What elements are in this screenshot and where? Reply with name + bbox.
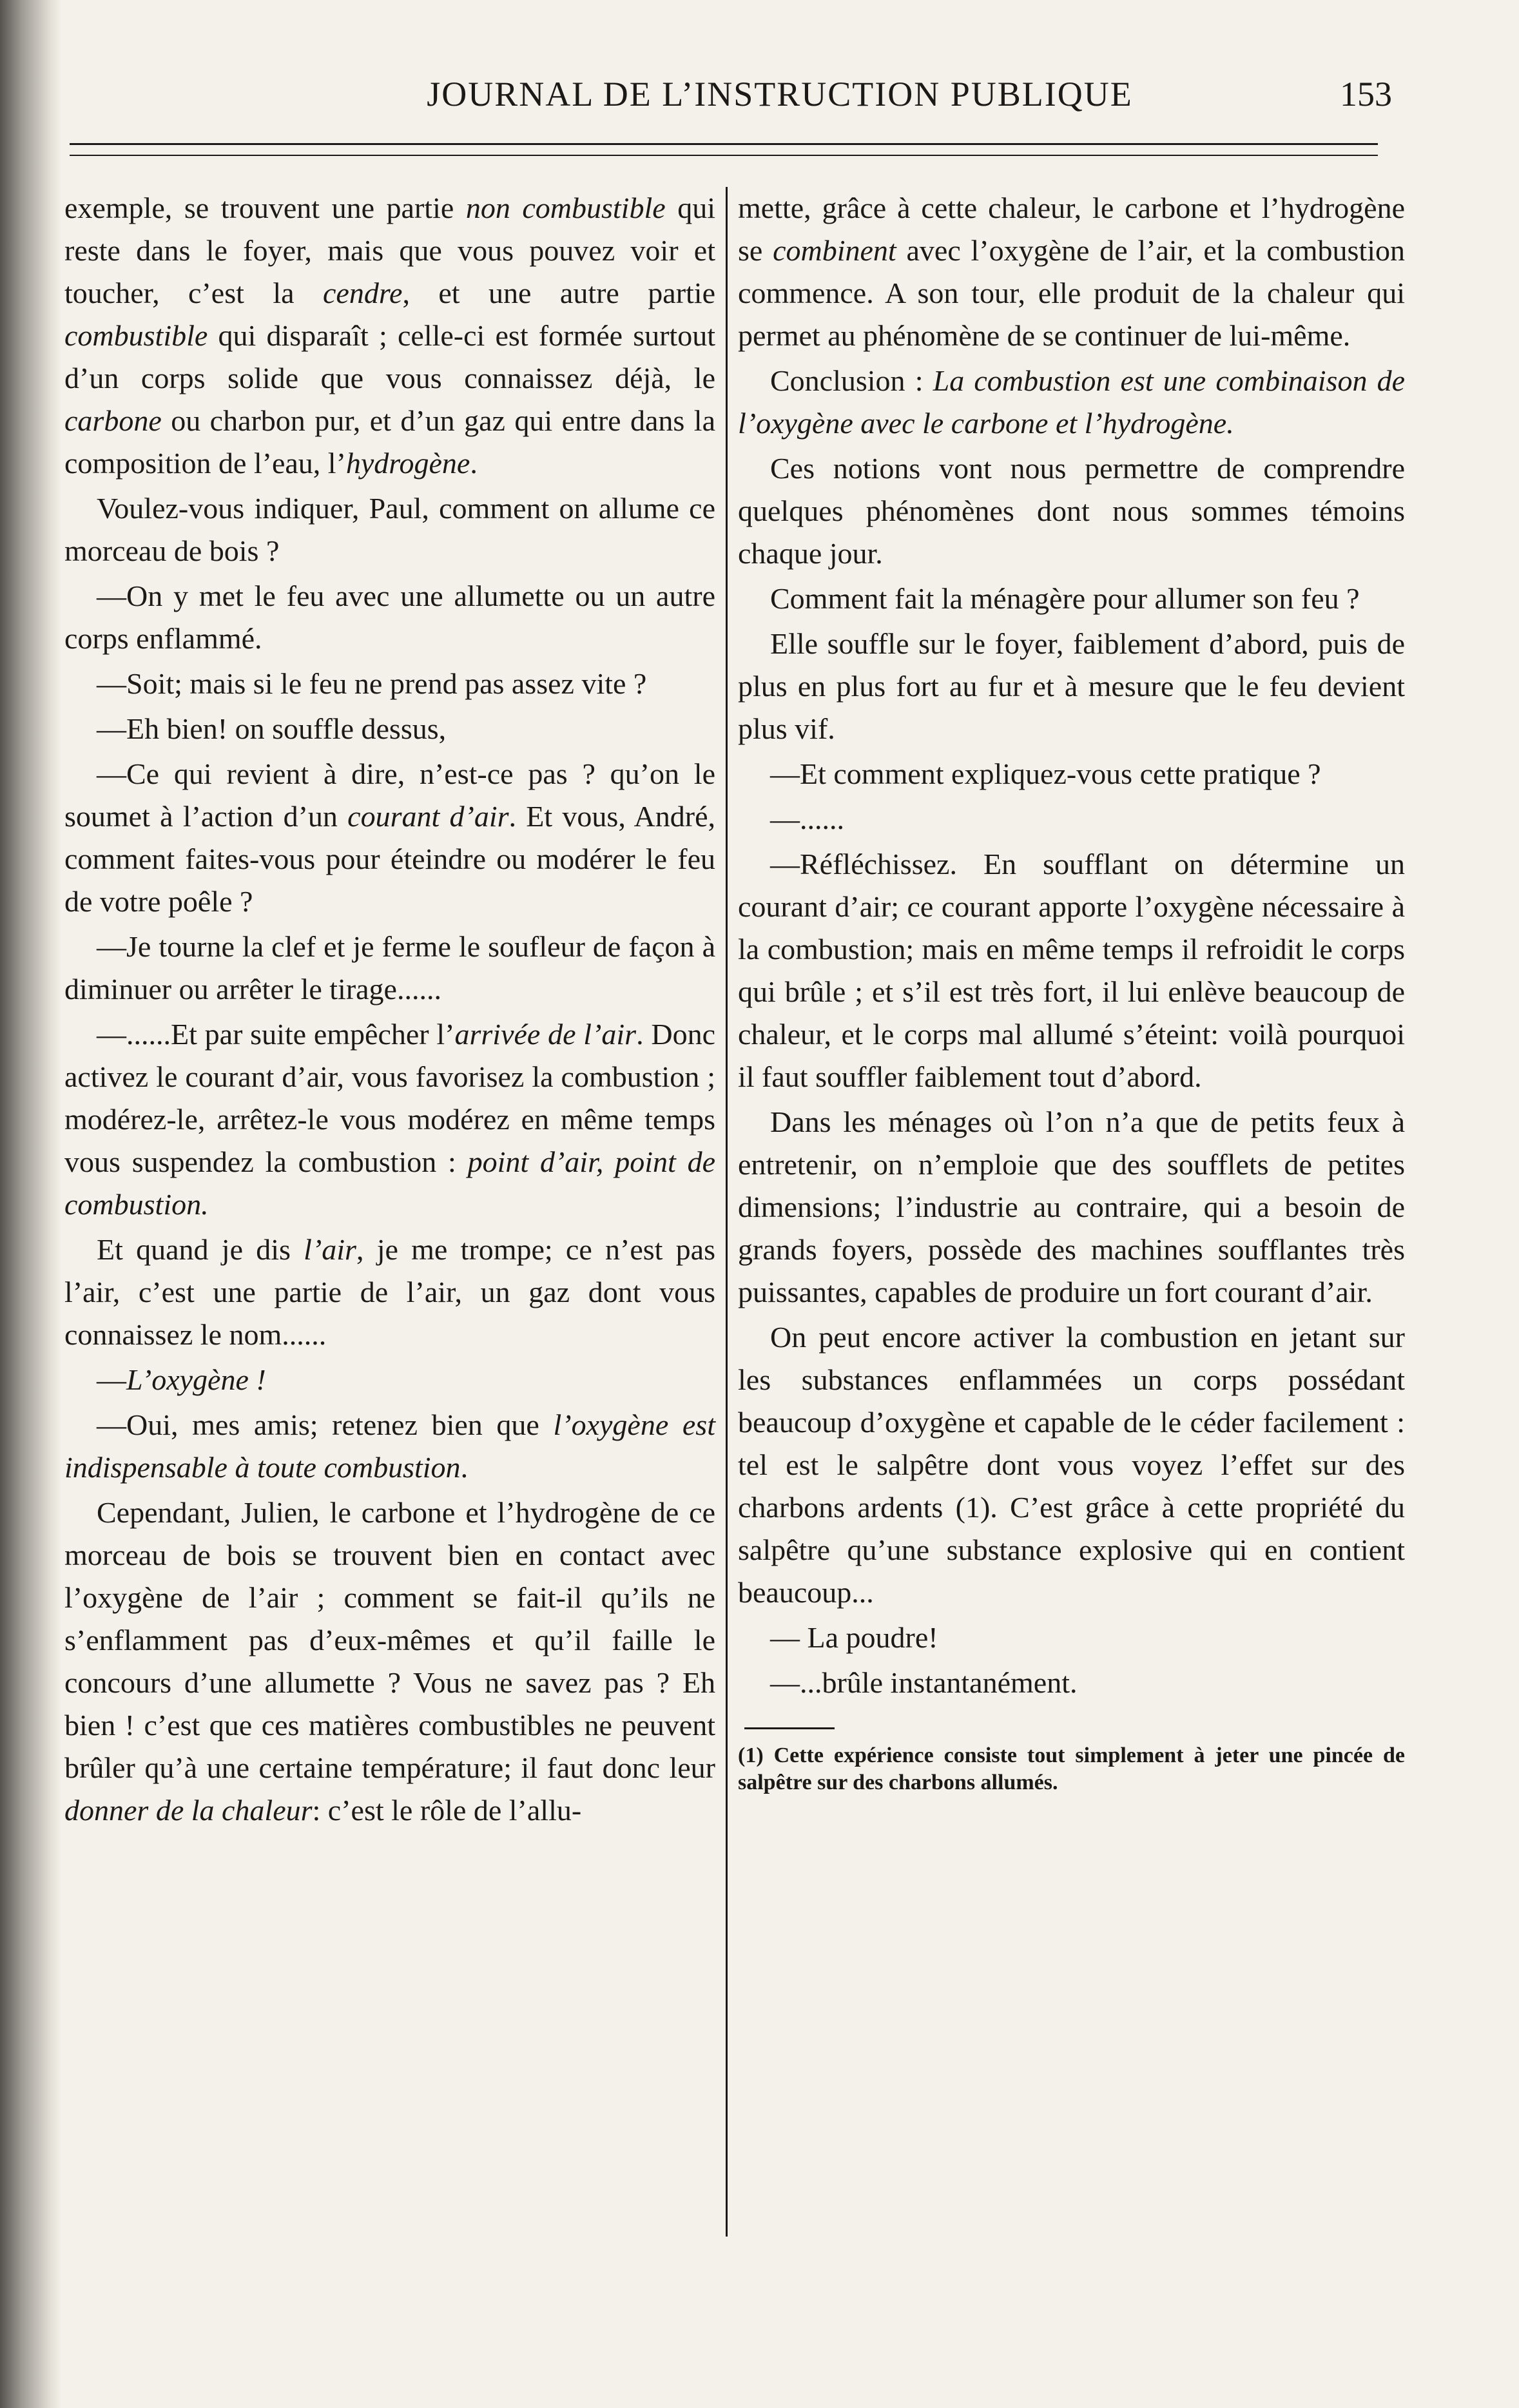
paragraph: —Réfléchissez. En soufflant on détermine un courant d’air; ce courant apporte l’oxygène nécessaire à la combustion; mais en même temps il refroidit le corps qui brûle ; et s’il est très fort, il lui enlève beaucoup de chaleur, et le corps mal allumé s’éteint: voilà pourquoi il faut souffler faiblement tout d’abord.	[738, 848, 1405, 1093]
paragraph: —Ce qui revient à dire, n’est-ce pas ? qu’on le soumet à l’action d’un courant d’air. Et vous, André, comment faites-vous pour éteindre ou modérer le feu de votre poêle ?	[64, 757, 715, 918]
paragraph: —Eh bien! on souffle dessus,	[97, 712, 447, 745]
paragraph: —...brûle instantanément.	[770, 1666, 1078, 1699]
paragraph: —Je tourne la clef et je ferme le soufleur de façon à diminuer ou arrêter le tirage......	[64, 930, 715, 1005]
paragraph: —......	[770, 802, 844, 835]
left-column	[64, 187, 715, 1832]
footnote-rule	[744, 1727, 835, 1729]
paragraph: —......Et par suite empêcher l’arrivée de l’air. Donc activez le courant d’air, vous favorisez la combustion ; modérez-le, arrêtez-le vous modérez en même temps vous suspendez la combustion : point d’air, point de combustion.	[64, 1018, 715, 1221]
paragraph: Voulez-vous indiquer, Paul, comment on allume ce morceau de bois ?	[64, 492, 715, 567]
page-header	[71, 68, 1392, 119]
paragraph: Ces notions vont nous permettre de comprendre quelques phénomènes dont nous sommes témoins chaque jour.	[738, 452, 1405, 570]
paragraph: exemple, se trouvent une partie non combustible qui reste dans le foyer, mais que vous pouvez voir et toucher, c’est la cendre, et une autre partie combustible qui disparaît ; celle-ci est formée surtout d’un corps solide que vous connaissez déjà, le carbone ou charbon pur, et d’un gaz qui entre dans la composition de l’eau, l’hydrogène.	[64, 191, 716, 480]
right-column	[738, 187, 1405, 1796]
running-head: JOURNAL DE L’INSTRUCTION PUBLIQUE	[427, 75, 1133, 113]
paragraph: — La poudre!	[770, 1621, 938, 1654]
header-rule	[70, 143, 1378, 145]
paragraph: Et quand je dis l’air, je me trompe; ce n’est pas l’air, c’est une partie de l’air, un gaz dont vous connaissez le nom......	[64, 1233, 715, 1351]
page-number: 153	[1340, 75, 1392, 113]
paragraph: Elle souffle sur le foyer, faiblement d’abord, puis de plus en plus fort au fur et à mesure que le feu devient plus vif.	[738, 627, 1405, 745]
page-edge-shadow	[0, 0, 61, 2408]
paragraph: —Et comment expliquez-vous cette pratique ?	[770, 757, 1321, 790]
column-divider	[726, 187, 728, 2237]
paragraph: Cependant, Julien, le carbone et l’hydrogène de ce morceau de bois se trouvent bien en contact avec l’oxygène de l’air ; comment se fait-il qu’ils ne s’enflamment pas d’eux-mêmes et qu’il faille le concours d’une allumette ? Vous ne savez pas ? Eh bien ! c’est que ces matières combustibles ne peuvent brûler qu’à une certaine température; il faut donc leur donner de la chaleur: c’est le rôle de l’allu-	[64, 1496, 715, 1827]
paragraph: Comment fait la ménagère pour allumer son feu ?	[770, 582, 1360, 615]
paragraph: —Oui, mes amis; retenez bien que l’oxygène est indispensable à toute combustion.	[64, 1408, 715, 1484]
paragraph: Dans les ménages où l’on n’a que de petits feux à entretenir, on n’emploie que des soufflets de petites dimensions; l’industrie au contraire, qui a besoin de grands foyers, possède des machines soufflantes très puissantes, capables de produire un fort courant d’air.	[738, 1105, 1405, 1308]
paragraph: —On y met le feu avec une allumette ou un autre corps enflammé.	[64, 579, 715, 655]
paragraph: —Soit; mais si le feu ne prend pas assez vite ?	[97, 667, 647, 700]
paragraph: —L’oxygène !	[97, 1363, 266, 1396]
paragraph: Conclusion : La combustion est une combinaison de l’oxygène avec le carbone et l’hydrogène.	[738, 364, 1405, 440]
paragraph: On peut encore activer la combustion en jetant sur les substances enflammées un corps possédant beaucoup d’oxygène et capable de le céder facilement : tel est le salpêtre dont vous voyez l’effet sur des charbons ardents (1). C’est grâce à cette propriété du salpêtre qu’une substance explosive qui en contient beaucoup...	[738, 1321, 1405, 1609]
footnote: (1) Cette expérience consiste tout simplement à jeter une pincée de salpêtre sur des charbons allumés.	[738, 1743, 1405, 1794]
paragraph: mette, grâce à cette chaleur, le carbone et l’hydrogène se combinent avec l’oxygène de l’air, et la combustion commence. A son tour, elle produit de la chaleur qui permet au phénomène de se continuer de lui-même.	[738, 191, 1405, 352]
header-rule-thin	[70, 155, 1378, 156]
